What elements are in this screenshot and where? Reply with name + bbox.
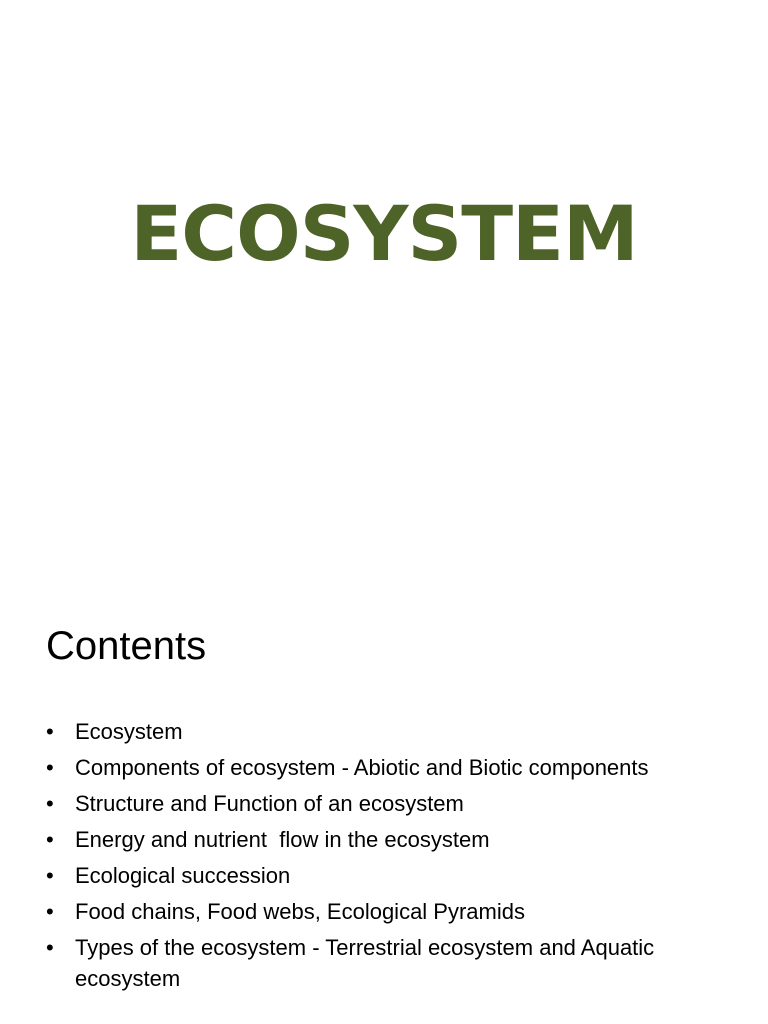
- bullet-icon: •: [46, 899, 54, 924]
- list-item: [46, 788, 746, 819]
- list-item: [46, 896, 746, 927]
- list-item: [46, 824, 746, 855]
- bullet-icon: •: [46, 827, 54, 852]
- list-item: [46, 752, 746, 783]
- list-item-text: Food chains, Food webs, Ecological Pyramids: [75, 899, 525, 924]
- list-item-text: Types of the ecosystem - Terrestrial ecosystem and Aquatic ecosystem: [75, 935, 655, 991]
- bullet-icon: •: [46, 935, 54, 960]
- list-item-text: Components of ecosystem - Abiotic and Biotic components: [75, 755, 649, 780]
- list-item-text: Structure and Function of an ecosystem: [75, 791, 464, 816]
- bullet-icon: •: [46, 755, 54, 780]
- bullet-icon: •: [46, 863, 54, 888]
- list-item: [46, 932, 746, 994]
- contents-list: [46, 716, 746, 999]
- list-item-text: Energy and nutrient flow in the ecosystem: [75, 827, 490, 852]
- bullet-icon: •: [46, 719, 54, 744]
- contents-slide: [0, 576, 768, 1024]
- bullet-icon: •: [46, 791, 54, 816]
- list-item-text: Ecological succession: [75, 863, 291, 888]
- list-item: [46, 860, 746, 891]
- list-item-text: Ecosystem: [75, 719, 183, 744]
- slide-title: ECOSYSTEM: [130, 189, 638, 278]
- contents-heading: Contents: [46, 624, 207, 668]
- list-item: [46, 716, 746, 747]
